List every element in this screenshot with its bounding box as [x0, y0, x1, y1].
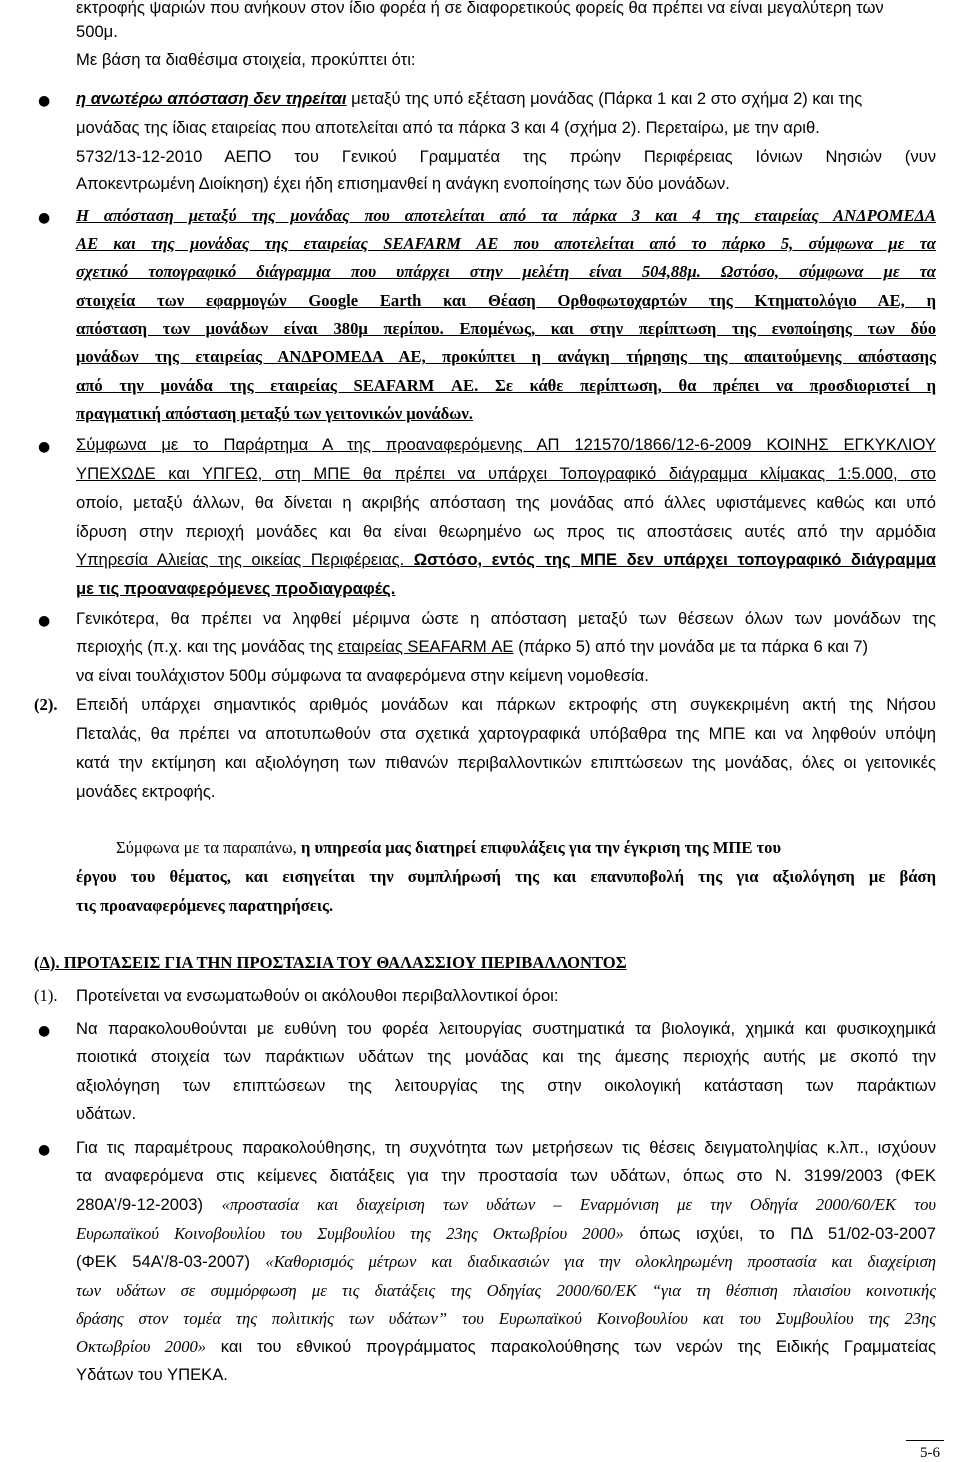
- bullet-dot: ●: [38, 1142, 51, 1158]
- bullet-line: ΑΕ και της μονάδας της εταιρείας SEAFARM ΑΕ που αποτελείται από το πάρκο 5, σύμφωνα με τα: [76, 234, 936, 253]
- bullet-line: [76, 1224, 936, 1244]
- bullet-line: Αποκεντρωμένη Διοίκηση) έχει ήδη επισημανθεί η ανάγκη ενοποίησης των δύο μονάδων.: [76, 174, 730, 193]
- bullet-dot: ●: [38, 93, 51, 109]
- paragraph-line: Προτείνεται να ενσωματωθούν οι ακόλουθοι περιβαλλοντικοί όροι:: [76, 986, 559, 1005]
- bullet-line: απόσταση των μονάδων είναι 380μ περίπου. Επομένως, και στην περίπτωση της ενοποίησης των δύο: [76, 319, 936, 338]
- conclusion-line: [116, 838, 936, 858]
- bullet-line: [76, 1252, 936, 1272]
- footer-rule: [906, 1440, 944, 1441]
- paragraph-line: Επειδή υπάρχει σημαντικός αριθμός μονάδων και πάρκων εκτροφής στη συγκεκριμένη ακτή της Νήσου: [76, 695, 936, 714]
- bullet-line: στοιχεία των εφαρμογών Google Earth και Θέαση Ορθοφωτοχαρτών της Κτηματολόγιο ΑΕ, η: [76, 291, 936, 310]
- bullet-line: Να παρακολουθούνται με ευθύνη του φορέα λειτουργίας συστηματικά τα βιολογικά, χημικά και φυσικοχημικά: [76, 1019, 936, 1038]
- section-heading: (Δ). ΠΡΟΤΑΣΕΙΣ ΓΙΑ ΤΗΝ ΠΡΟΣΤΑΣΙΑ ΤΟΥ ΘΑΛΑΣΣΙΟΥ ΠΕΡΙΒΑΛΛΟΝΤΟΣ: [34, 953, 627, 972]
- bullet-line: [76, 550, 936, 570]
- bullet-line: να είναι τουλάχιστον 500μ σύμφωνα τα αναφερόμενα στην κείμενη νομοθεσία.: [76, 666, 649, 685]
- bullet-line: οποίο, μεταξύ άλλων, θα δίνεται η ακριβής απόσταση της μονάδας από άλλες υφιστάμενες καθώς και υπό: [76, 493, 936, 512]
- paragraph-line: εκτροφής ψαριών που ανήκουν στον ίδιο φορέα ή σε διαφορετικούς φορείς θα πρέπει να είναι μεγαλύτερη των: [76, 0, 884, 17]
- bullet-line: Υδάτων του ΥΠΕΚΑ.: [76, 1365, 228, 1384]
- bullet-line: ποιοτικά στοιχεία των παράκτιων υδάτων της μονάδας και της άμεσης περιοχής αυτής με σκοπό την: [76, 1047, 936, 1066]
- bullet-line: ίδρυση στην περιοχή μονάδες και θα είναι θεωρημένο ως προς τις αποστάσεις αυτές από την αρμόδια: [76, 522, 936, 541]
- bullet-text: (ΦΕΚ 54Α’/8-03-2007): [76, 1252, 266, 1271]
- bullet-line: υδάτων.: [76, 1104, 137, 1123]
- paragraph-line: Πεταλάς, θα πρέπει να αποτυπωθούν στα σχετικά χαρτογραφικά υπόβαθρα της ΜΠΕ και να ληφθούν υπόψη: [76, 724, 936, 743]
- bullet-line: [76, 89, 862, 109]
- bullet-line: δράσης στον τομέα της πολιτικής των υδάτων” του Ευρωπαϊκού Κοινοβουλίου και του Συμβουλίου της 23ης: [76, 1309, 936, 1328]
- bullet-line: [76, 637, 868, 657]
- page-number: 5-6: [920, 1445, 940, 1461]
- bullet-dot: ●: [38, 439, 51, 455]
- bullet-line: πραγματική απόσταση μεταξύ των γειτονικών μονάδων.: [76, 404, 473, 423]
- bullet-line: τα αναφερόμενα στις κείμενες διατάξεις για την προστασία των υδάτων, όπως στο Ν. 3199/2003 (ΦΕΚ: [76, 1166, 936, 1185]
- law-title: Οκτωβρίου 2000»: [76, 1337, 207, 1356]
- bullet-text: περιοχής (π.χ. και της μονάδας της: [76, 637, 338, 656]
- bullet-line: αξιολόγηση των επιπτώσεων της λειτουργίας της στην οικολογική κατάσταση των παράκτιων: [76, 1076, 936, 1095]
- emphasis-text: η υπηρεσία μας διατηρεί επιφυλάξεις για την έγκριση της ΜΠΕ του: [300, 838, 782, 857]
- item-number: (2).: [34, 695, 58, 714]
- law-title: «Καθορισμός μέτρων και διαδικασιών για την ολοκληρωμένη προστασία και διαχείριση: [265, 1252, 937, 1271]
- bullet-line: [76, 1337, 936, 1357]
- bullet-line: μονάδας της ίδιας εταιρείας που αποτελείται από τα πάρκα 3 και 4 (σχήμα 2). Περεταίρω, με την αριθ.: [76, 118, 820, 137]
- conclusion-line: τις προαναφερόμενες παρατηρήσεις.: [76, 896, 334, 915]
- bullet-line: από την μονάδα της εταιρείας SEAFARM ΑΕ. Σε κάθε περίπτωση, θα πρέπει να προσδιοριστεί η: [76, 376, 936, 395]
- bullet-dot: ●: [38, 1023, 51, 1039]
- law-title: Ευρωπαϊκού Κοινοβουλίου του Συμβουλίου της 23ης Οκτωβρίου 2000»: [76, 1224, 624, 1243]
- conclusion-text: Σύμφωνα με τα παραπάνω,: [116, 838, 301, 857]
- bullet-text: 280Α’/9-12-2003): [76, 1195, 222, 1214]
- bullet-text: (πάρκο 5) από την μονάδα με τα πάρκα 6 και 7): [513, 637, 869, 656]
- bullet-line: Η απόσταση μεταξύ της μονάδας που αποτελείται από τα πάρκα 3 και 4 της εταιρείας ΑΝΔΡΟΜΕΔΑ: [76, 206, 936, 225]
- paragraph-line: 500μ.: [76, 22, 118, 41]
- conclusion-line: έργου του θέματος, και εισηγείται την συμπλήρωσή της και επανυποβολή της για αξιολόγηση με βάση: [76, 867, 936, 886]
- law-title: «προστασία και διαχείριση των υδάτων – Εναρμόνιση με την Οδηγία 2000/60/ΕΚ του: [221, 1195, 937, 1214]
- bullet-line: [76, 1195, 936, 1215]
- bullet-text: μεταξύ της υπό εξέταση μονάδας (Πάρκα 1 και 2 στο σχήμα 2) και της: [346, 89, 863, 108]
- emphasis-text: η ανωτέρω απόσταση δεν τηρείται: [76, 89, 347, 108]
- bullet-text: Υπηρεσία Αλιείας της οικείας Περιφέρειας.: [76, 550, 405, 569]
- bullet-line: Γενικότερα, θα πρέπει να ληφθεί μέριμνα ώστε η απόσταση μεταξύ των θέσεων όλων των μονάδων της: [76, 609, 936, 628]
- item-number: (1).: [34, 986, 58, 1005]
- bullet-dot: ●: [38, 210, 51, 226]
- bullet-line: με τις προαναφερόμενες προδιαγραφές.: [76, 579, 396, 598]
- bullet-line: 5732/13-12-2010 ΑΕΠΟ του Γενικού Γραμματέα της πρώην Περιφέρειας Ιόνιων Νησιών (νυν: [76, 147, 936, 166]
- paragraph-line: μονάδες εκτροφής.: [76, 782, 216, 801]
- bullet-text: όπως ισχύει, το ΠΔ 51/02-03-2007: [623, 1224, 936, 1243]
- bullet-line: σχετικό τοπογραφικό διάγραμμα που υπάρχει στην μελέτη είναι 504,88μ. Ωστόσο, σύμφωνα με τα: [76, 262, 936, 281]
- bullet-line: ΥΠΕΧΩΔΕ και ΥΠΓΕΩ, στη ΜΠΕ θα πρέπει να υπάρχει Τοπογραφικό διάγραμμα κλίμακας 1:5.000, στο: [76, 464, 936, 483]
- paragraph-line: Με βάση τα διαθέσιμα στοιχεία, προκύπτει ότι:: [76, 50, 416, 69]
- bullet-line: Σύμφωνα με το Παράρτημα Α της προαναφερόμενης ΑΠ 121570/1866/12-6-2009 ΚΟΙΝΗΣ ΕΓΚΥΚΛΙΟΥ: [76, 435, 936, 454]
- bullet-line: Για τις παραμέτρους παρακολούθησης, τη συχνότητα των μετρήσεων τις θέσεις δειγματοληψίας κ.λπ., ισχύουν: [76, 1138, 936, 1157]
- company-name: εταιρείας SEAFARM ΑΕ: [337, 637, 514, 656]
- bullet-dot: ●: [38, 613, 51, 629]
- paragraph-line: κατά την εκτίμηση και αξιολόγηση των πιθανών περιβαλλοντικών επιπτώσεων της μονάδας, όλες οι γειτονικές: [76, 753, 936, 772]
- bullet-line: μονάδων της εταιρείας ΑΝΔΡΟΜΕΔΑ ΑΕ, προκύπτει η ανάγκη τήρησης της απαιτούμενης απόστασης: [76, 347, 936, 366]
- bullet-line: των υδάτων σε συμμόρφωση με τις διατάξεις της Οδηγίας 2000/60/ΕΚ “για τη θέσπιση πλαισίου κοινοτικής: [76, 1281, 936, 1300]
- emphasis-text: Ωστόσο, εντός της ΜΠΕ δεν υπάρχει τοπογραφικό διάγραμμα: [404, 550, 936, 569]
- bullet-text: και του εθνικού προγράμματος παρακολούθησης των νερών της Ειδικής Γραμματείας: [206, 1337, 936, 1356]
